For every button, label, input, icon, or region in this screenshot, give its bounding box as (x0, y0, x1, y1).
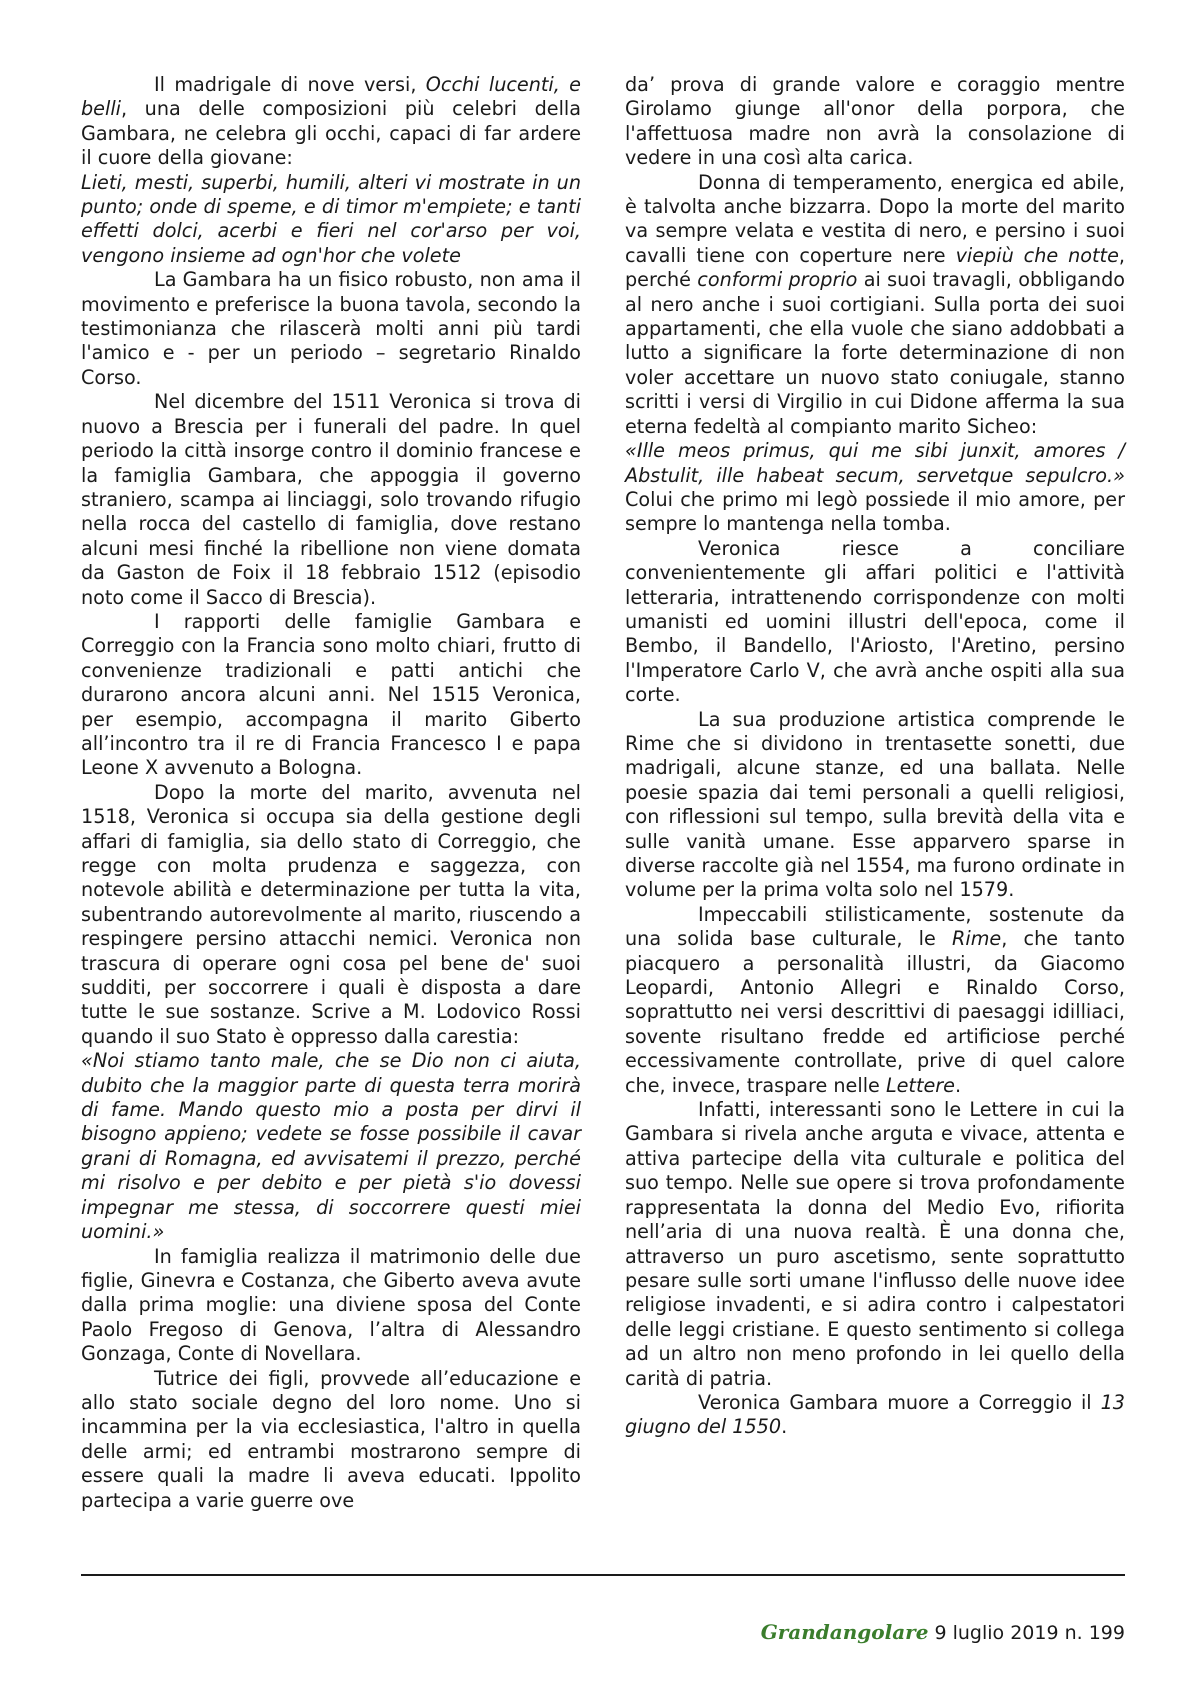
text: . (781, 1415, 788, 1439)
translation: Colui che primo mi legò possiede il mio amore, per sempre lo mantenga nella tomba. (625, 487, 1125, 536)
paragraph: La Gambara ha un fisico robusto, non ama il movimento e preferisce la buona tavola, secondo la testimonianza che rilascerà molti anni più tardi l'amico e - per un periodo – segretario Rinaldo Corso. (81, 268, 581, 389)
paragraph: Infatti, interessanti sono le Lettere in cui la Gambara si rivela anche arguta e vivace, attenta e attiva partecipe della vita culturale e politica del suo tempo. Nelle sue opere si trova profondamente rappresentata la donna del Medio Evo, rifiorita nell’aria di una nuova realtà. È una donna che, attraverso un puro ascetismo, sente soprattutto pesare sulle sorti umane l'influsso delle nuove idee religiose invadenti, e si adira contro i calpestatori delle leggi cristiane. E questo sentimento si collega ad un altro non meno profondo in lei quello della carità di patria. (625, 1098, 1125, 1390)
paragraph (625, 903, 1125, 1098)
text: ai suoi travagli, obbligando al nero anche i suoi cortigiani. Sulla porta dei suoi appartamenti, che ella vuole che siano addobbati a lutto a significare la forte determinazione di non voler accettare un nuovo stato coniugale, stanno scritti i versi di Virgilio in cui Didone afferma la sua eterna fedeltà al compianto marito Sicheo: (625, 268, 1126, 438)
text: , che tanto piacquero a personalità illustri, da Giacomo Leopardi, Antonio Allegri e Rinaldo Corso, soprattutto nei versi descrittivi di paesaggi idilliaci, sovente risultano fredde ed artificiose perché eccessivamente controllate, prive di quel calore che, invece, traspare nelle (625, 927, 1125, 1097)
emphasis: Rime (952, 927, 1002, 951)
latin-quote: «Ille meos primus, qui me sibi junxit, amores / Abstulit, ille habeat secum, servetque sepulcro.» (625, 439, 1125, 487)
left-column (81, 73, 581, 1513)
poem-title: Occhi lucenti, e belli (81, 73, 581, 121)
text: Il madrigale di nove versi, (154, 73, 426, 96)
emphasis: conformi proprio (697, 268, 858, 292)
text: . (954, 1073, 962, 1097)
text: , una delle composizioni più celebri della Gambara, ne celebra gli occhi, capaci di far ardere il cuore della giovane: (81, 97, 581, 170)
paragraph: I rapporti delle famiglie Gambara e Correggio con la Francia sono molto chiari, frutto di convenienze tradizionali e patti antichi che durarono ancora alcuni anni. Nel 1515 Veronica, per esempio, accompagna il marito Giberto all’incontro tra il re di Francia Francesco I e papa Leone X avvenuto a Bologna. (81, 609, 581, 780)
paragraph: Dopo la morte del marito, avvenuta nel 1518, Veronica si occupa sia della gestione degli affari di famiglia, sia dello stato di Correggio, che regge con molta prudenza e saggezza, con notevole abilità e determinazione per tutta la vita, subentrando autorevolmente al marito, riuscendo a respingere persino attacchi nemici. Veronica non trascura di operare ogni cosa pel bene de' suoi sudditi, per soccorrere i quali è disposta a dare tutte le sue sostanze. Scrive a M. Lodovico Rossi quando il suo Stato è oppresso dalla carestia: (81, 780, 581, 1048)
page-footer (761, 1620, 1125, 1644)
paragraph (625, 1391, 1125, 1440)
text: , perché (625, 243, 1125, 292)
emphasis: Lettere (885, 1073, 955, 1097)
text: Donna di temperamento, energica ed abile, è talvolta anche bizzarra. Dopo la morte del marito va sempre velata e vestita di nero, e persino i suoi cavalli tiene con coperture nere (625, 170, 1125, 267)
paragraph: Tutrice dei figli, provvede all’educazione e allo stato sociale degno del loro nome. Uno si incammina per la via ecclesiastica, l'altro in quella delle armi; ed entrambi mostrarono sempre di essere quali la madre li aveva educati. Ippolito partecipa a varie guerre ove (81, 1366, 581, 1512)
emphasis: viepiù che notte (955, 243, 1119, 267)
paragraph: Nel dicembre del 1511 Veronica si trova di nuovo a Brescia per i funerali del padre. In quel periodo la città insorge contro il dominio francese e la famiglia Gambara, che appoggia il governo straniero, scampa ai linciaggi, solo trovando rifugio nella rocca del castello di famiglia, dove restano alcuni mesi finché la ribellione non viene domata da Gaston de Foix il 18 febbraio 1512 (episodio noto come il Sacco di Brescia). (81, 390, 581, 609)
footer-rule (81, 1574, 1125, 1576)
paragraph: La sua produzione artistica comprende le Rime che si dividono in trentasette sonetti, due madrigali, alcune stanze, ed una ballata. Nelle poesie spazia dai temi personali a quelli religiosi, con riflessioni sul tempo, sulla brevità della vita e sulle vanità umane. Esse apparvero sparse in diverse raccolte già nel 1554, ma furono ordinate in volume per la prima volta solo nel 1579. (625, 707, 1125, 902)
death-date: 13 giugno del 1550 (625, 1390, 1125, 1439)
paragraph: da’ prova di grande valore e coraggio mentre Girolamo giunge all'onor della porpora, che l'affettuosa madre non avrà la consolazione di vedere in una così alta carica. (625, 73, 1125, 170)
text: Impeccabili stilisticamente, sostenute da una solida base culturale, le (625, 902, 1125, 951)
latin-quote-paragraph (625, 439, 1125, 537)
paragraph (625, 171, 1125, 439)
letter-quote: «Noi stiamo tanto male, che se Dio non ci aiuta, dubito che la maggior parte di questa terra morirà di fame. Mando questo mio a posta per dirvi il bisogno appieno; vedete se fosse possibile il cavar grani di Romagna, ed avvisatemi il prezzo, perché mi risolvo e per debito e per pietà s'io dovessi impegnar me stessa, di soccorrere questi miei uomini.» (81, 1049, 581, 1244)
paragraph (81, 73, 581, 171)
text: Veronica Gambara muore a Correggio il (698, 1390, 1101, 1414)
right-column (625, 73, 1125, 1440)
magazine-name: Grandangolare (760, 1620, 929, 1644)
paragraph: In famiglia realizza il matrimonio delle due figlie, Ginevra e Costanza, che Giberto aveva avute dalla prima moglie: una diviene sposa del Conte Paolo Fregoso di Genova, l’altra di Alessandro Gonzaga, Conte di Novellara. (81, 1244, 581, 1366)
poem-quote: Lieti, mesti, superbi, humili, alteri vi mostrate in un punto; onde di speme, e di timor m'empiete; e tanti effetti dolci, acerbi e fieri nel cor'arso per voi, vengono insieme ad ogn'hor che volete (81, 170, 581, 267)
paragraph: Veronica riesce a conciliare convenientemente gli affari politici e l'attività letteraria, intrattenendo corrispondenze con molti umanisti ed uomini illustri dell'epoca, come il Bembo, il Bandello, l'Ariosto, l'Aretino, persino l'Imperatore Carlo V, che avrà anche ospiti alla sua corte. (625, 536, 1125, 707)
issue-info: 9 luglio 2019 n. 199 (928, 1622, 1125, 1644)
